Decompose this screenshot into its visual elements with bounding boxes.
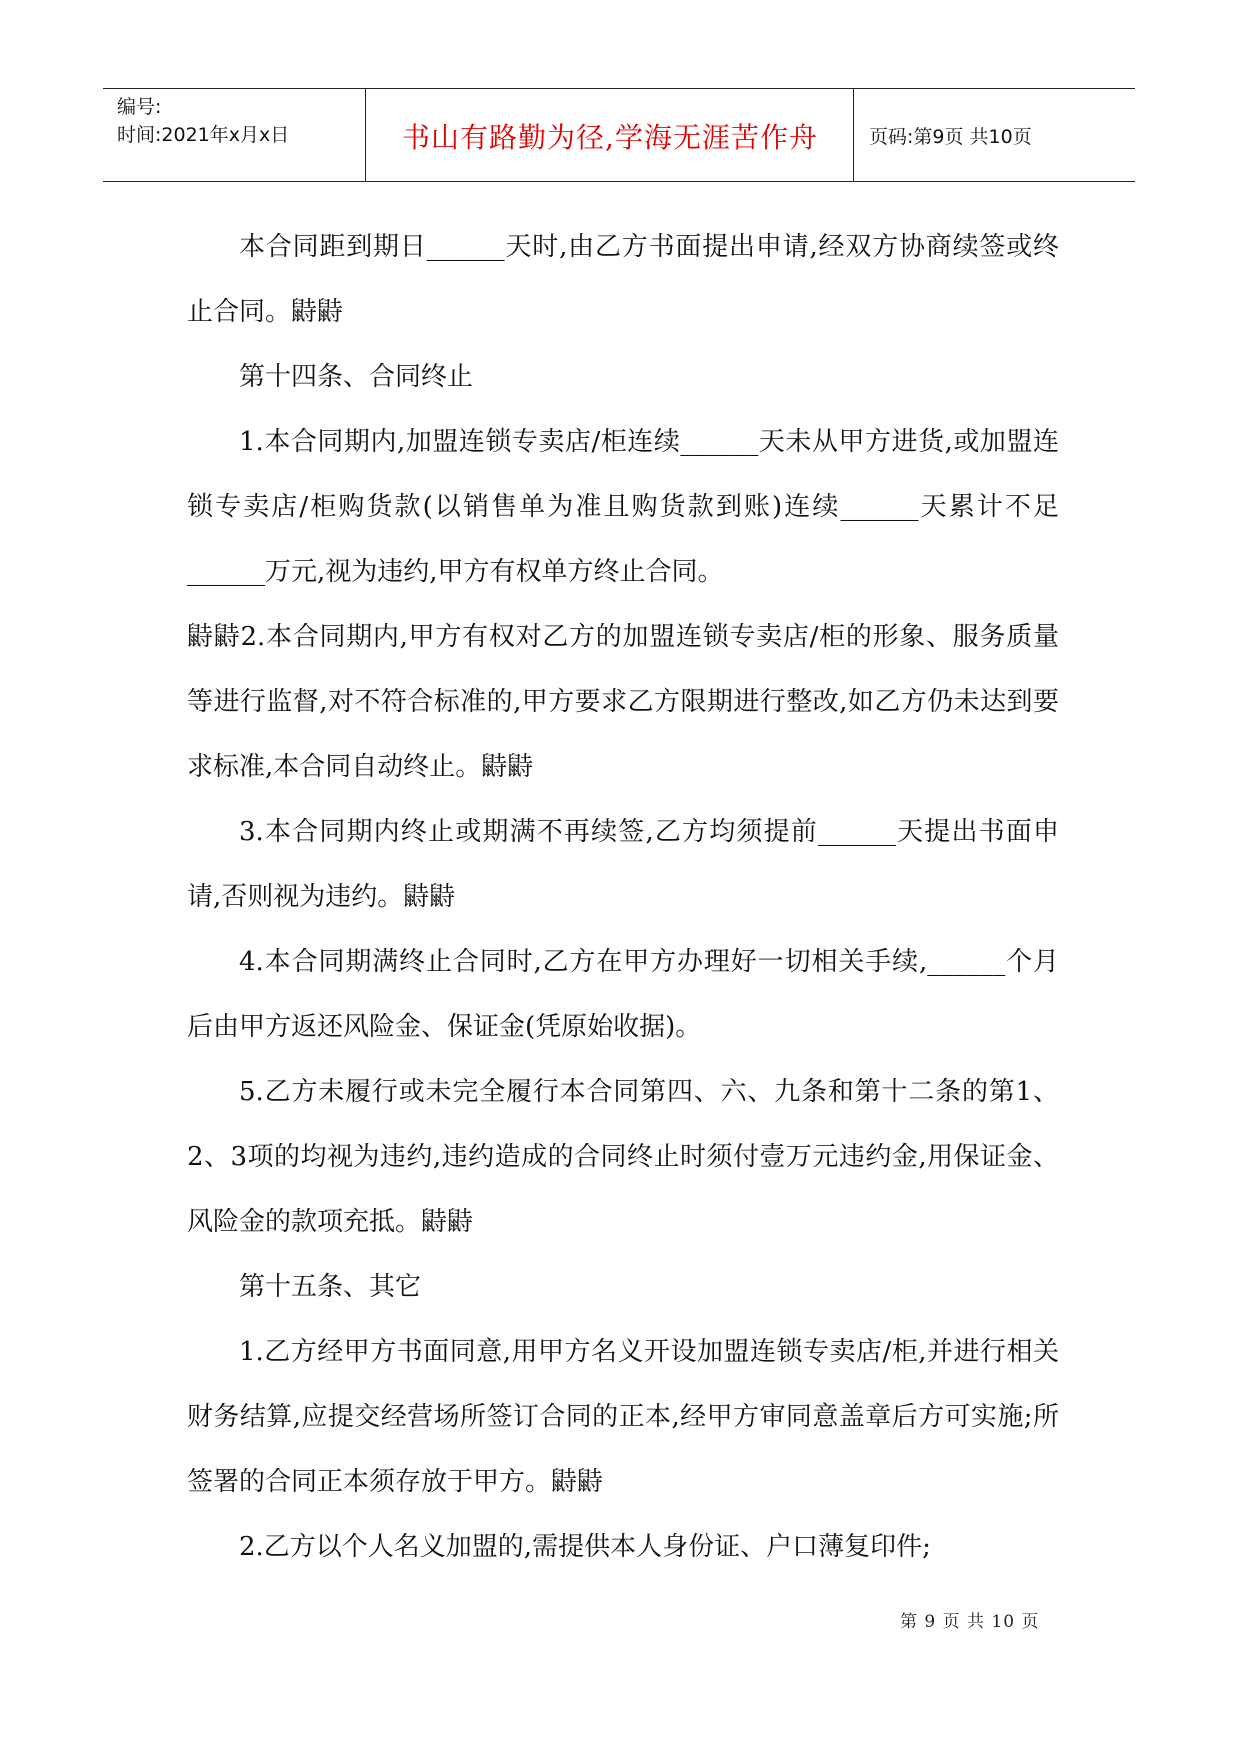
section-heading: 第十五条、其它 [239,1272,422,1302]
header-divider-right [853,89,854,181]
document-body [187,215,1059,1580]
section-heading: 第十四条、合同终止 [239,362,474,392]
page-header [103,88,1135,182]
header-page-label: 页码:第9页 共10页 [869,126,1032,148]
paragraph: 2.乙方以个人名义加盟的,需提供本人身份证、户口薄复印件; [239,1532,931,1562]
paragraph: 3.本合同期内终止或期满不再续签,乙方均须提前______天提出书面申请,否则视为违约。鼭鼭 [187,817,1059,912]
header-motto: 书山有路勤为径,学海无涯苦作舟 [402,121,818,154]
paragraph: 鼭鼭2.本合同期内,甲方有权对乙方的加盟连锁专卖店/柜的形象、服务质量等进行监督,对不符合标准的,甲方要求乙方限期进行整改,如乙方仍未达到要求标准,本合同自动终止。鼭鼭 [187,622,1059,782]
header-divider-left [365,89,366,181]
paragraph: 本合同距到期日______天时,由乙方书面提出申请,经双方协商续签或终止合同。鼭鼭 [187,232,1059,327]
paragraph: 4.本合同期满终止合同时,乙方在甲方办理好一切相关手续,______个月后由甲方返还风险金、保证金(凭原始收据)。 [187,947,1059,1042]
paragraph: 1.本合同期内,加盟连锁专卖店/柜连续______天未从甲方进货,或加盟连锁专卖店/柜购货款(以销售单为准且购货款到账)连续______天累计不足______万元,视为违约,甲方有权单方终止合同。 [187,427,1059,587]
header-meta [117,93,289,149]
paragraph: 5.乙方未履行或未完全履行本合同第四、六、九条和第十二条的第1、2、3项的均视为违约,违约造成的合同终止时须付壹万元违约金,用保证金、风险金的款项充抵。鼭鼭 [187,1077,1059,1237]
paragraph: 1.乙方经甲方书面同意,用甲方名义开设加盟连锁专卖店/柜,并进行相关财务结算,应提交经营场所签订合同的正本,经甲方审同意盖章后方可实施;所签署的合同正本须存放于甲方。鼭鼭 [187,1337,1059,1497]
page-footer: 第 9 页 共 10 页 [900,1612,1040,1632]
time-label: 时间:2021年x月x日 [117,124,290,146]
serial-label: 编号: [117,96,162,118]
